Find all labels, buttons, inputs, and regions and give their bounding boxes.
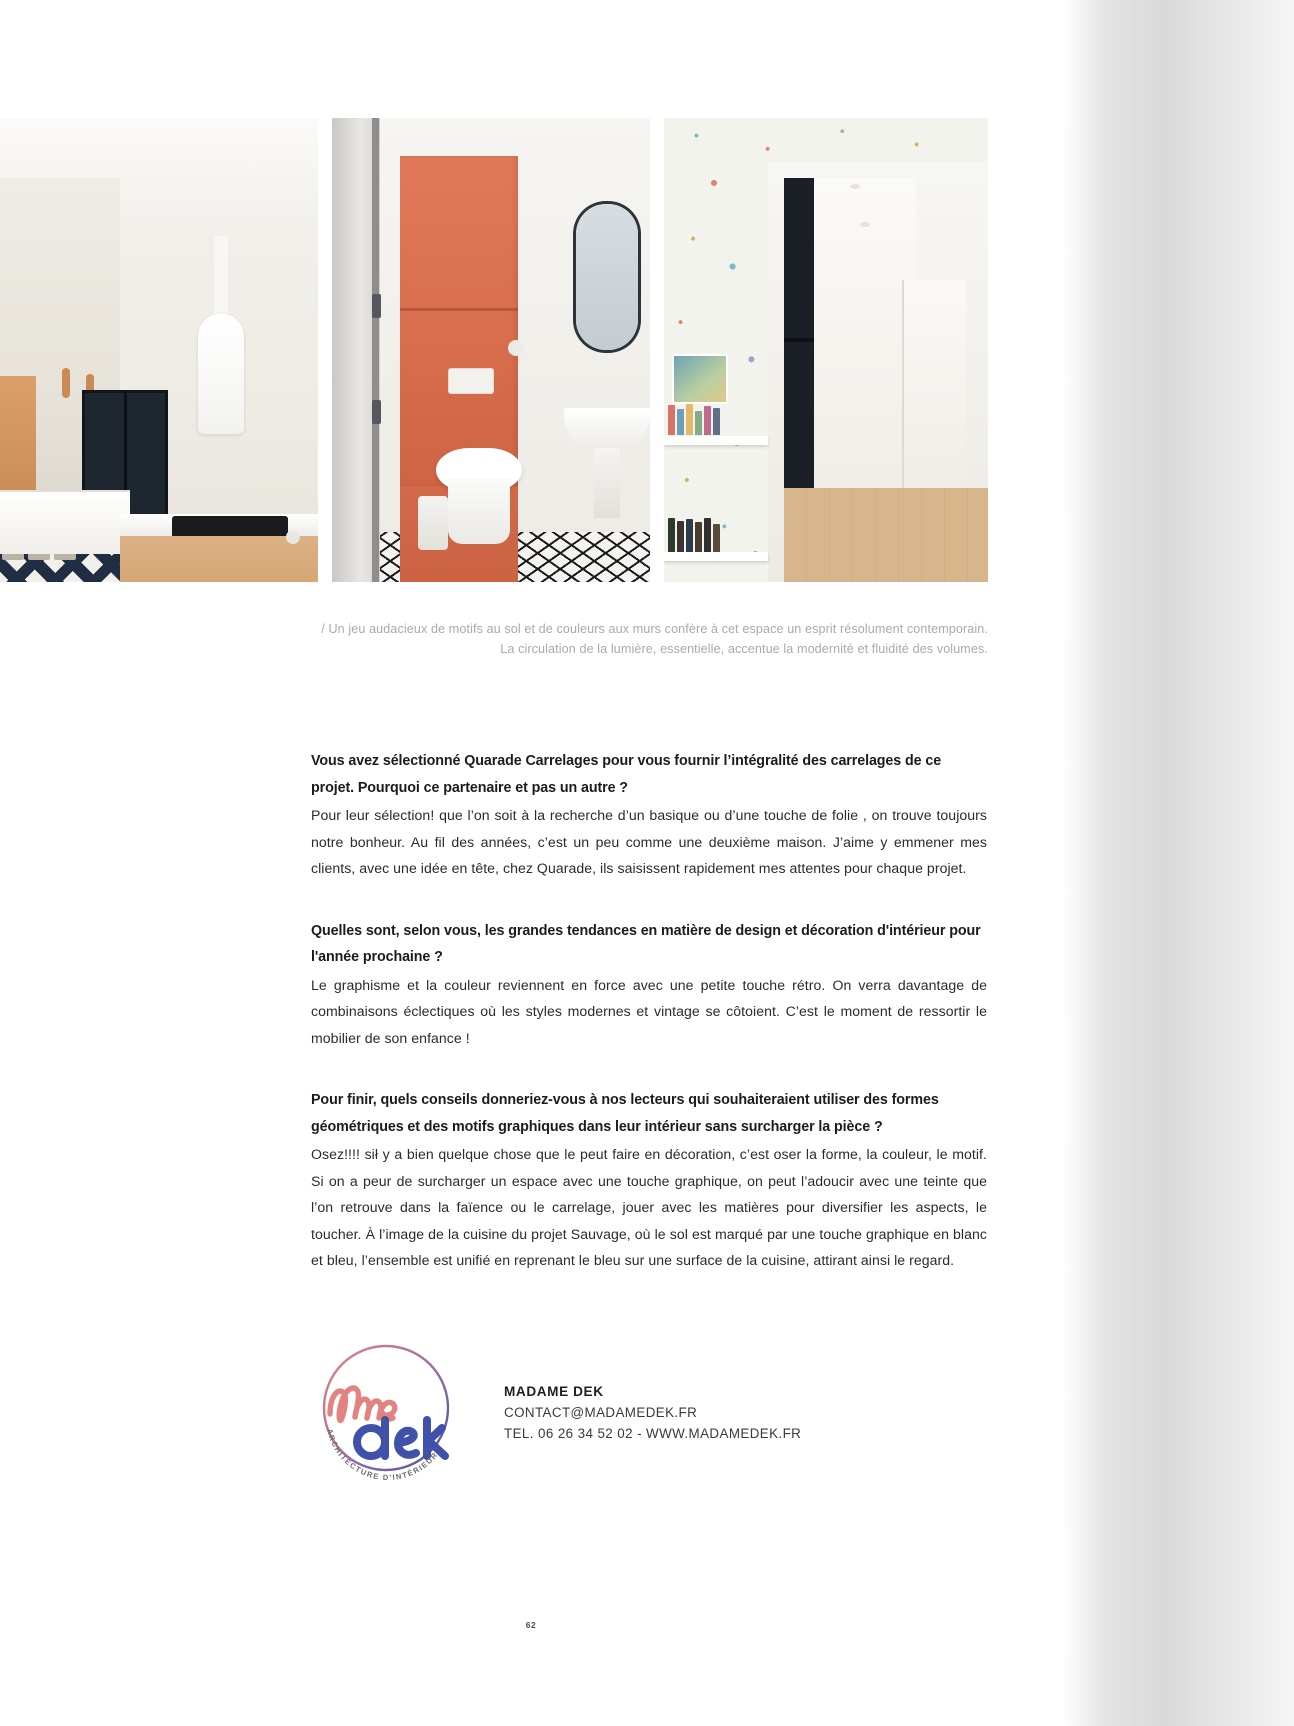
qa-block-3 [311, 1087, 987, 1274]
book [668, 518, 675, 552]
qa-block-2 [311, 918, 987, 1052]
book [677, 521, 684, 552]
ceiling-spotlight [860, 222, 870, 227]
book [704, 518, 711, 552]
contact-block [504, 1373, 801, 1444]
answer-1: Pour leur sélection! que l’on soit à la recherche d’un basique ou d’une touche de folie , on trouve toujours notre bonheur. Au fil des années, c’est un peu comme une deuxième maison. J’aime y emmener mes clients, avec une idée en tête, chez Quarade, ils saisissent rapidement mes attentes pour chaque projet. [311, 807, 987, 876]
wall-outlet [286, 530, 300, 544]
logo-arc-textpath: ARCHITECTURE D'INTÉRIEUR [325, 1427, 440, 1483]
question-1: Vous avez sélectionné Quarade Carrelages pour vous fournir l’intégralité des carrelages de ce projet. Pourquoi ce partenaire et pas un autre ? [311, 753, 942, 796]
logo-mme-script [330, 1388, 395, 1420]
door-hinge-top [372, 294, 381, 318]
photo-gallery [0, 118, 988, 582]
book [695, 522, 702, 552]
answer-2: Le graphisme et la couleur reviennent en force avec une petite touche rétro. On verra davantage de combinaisons éclectiques où les styles modernes et vintage se côtoient. C’est le moment de ressortir le mobilier de son enfance ! [311, 976, 987, 1046]
contact-email[interactable]: CONTACT@MADAMEDEK.FR [504, 1404, 698, 1420]
book-shelf-lower [664, 552, 768, 561]
kitchen-island [0, 490, 130, 554]
pendant-lamp-1 [62, 368, 70, 398]
answer-3: Osez!!!! sił y a bien quelque chose que le peut faire en décoration, c’est oser la forme, la couleur, le motif. Si on a peur de surcharger un espace avec une touche graphique, on peut l’adoucir avec une teinte que l’on retrouve dans la faïence ou le carrelage, jouer avec les matières pour diversifier les aspects, le toucher. À l’image de la cuisine du projet Sauvage, où le sol est marqué par une touche graphique en blanc et bleu, l’ensemble est unifié en reprenant le bleu sur une surface de la cuisine, attirant ainsi le regard. [311, 1146, 987, 1268]
logo-svg [300, 1322, 472, 1494]
range-hood [198, 314, 244, 434]
kitchen-photo [0, 118, 318, 582]
door-hinge-bottom [372, 400, 381, 424]
waste-bin [418, 496, 448, 550]
footer-signature [300, 1322, 1000, 1494]
books-upper [668, 404, 720, 435]
wc-photo [332, 118, 650, 582]
book [713, 408, 720, 435]
ceiling-spotlight [850, 184, 860, 189]
hallway-photo [664, 118, 988, 582]
contact-name: MADAME DEK [504, 1383, 604, 1399]
wall-artwork [672, 354, 728, 404]
book [668, 405, 675, 435]
page-edge-shadow [1062, 0, 1294, 1726]
question-2: Quelles sont, selon vous, les grandes tendances en matière de design et décoration d'intérieur pour l'année prochaine ? [311, 922, 981, 965]
cabinet-knob [508, 340, 524, 356]
contact-phone-website[interactable]: TEL. 06 26 34 52 02 - WWW.MADAMEDEK.FR [504, 1425, 802, 1441]
terrazzo-wallpaper-top [664, 118, 988, 162]
madame-dek-logo [300, 1322, 472, 1494]
book [686, 519, 693, 552]
hallway-black-frame [784, 178, 814, 508]
page-number: 62 [525, 1620, 537, 1630]
book [695, 411, 702, 435]
kitchen-wood-panel [0, 376, 36, 498]
photo-caption: / Un jeu audacieux de motifs au sol et de couleurs aux murs confère à cet espace un esprit résolument contemporain. La circulation de la lumière, essentielle, accentue la modernité et fluidité des volumes. [321, 621, 988, 656]
flush-plate [448, 368, 494, 394]
book [677, 409, 684, 435]
wc-door-frame [372, 118, 379, 582]
wc-mirror [576, 204, 638, 350]
book [704, 406, 711, 435]
hood-pipe [214, 236, 228, 316]
qa-block-1 [311, 748, 987, 882]
question-3: Pour finir, quels conseils donneriez-vous à nos lecteurs qui souhaiteraient utiliser des formes géométriques et des motifs graphiques dans leur intérieur sans surcharger la pièce ? [311, 1092, 939, 1135]
terrazzo-wallpaper-left [664, 118, 768, 582]
books-lower [668, 518, 720, 552]
sink-pedestal [594, 448, 620, 518]
article-body [311, 748, 987, 1274]
hallway-wood-floor [784, 488, 988, 582]
book [686, 404, 693, 435]
book-shelf-upper [664, 436, 768, 445]
hallway-corridor [812, 178, 916, 508]
wc-orange-cabinet-upper [400, 156, 518, 486]
book [713, 524, 720, 552]
toilet-body [448, 478, 510, 544]
induction-cooktop [172, 516, 288, 538]
